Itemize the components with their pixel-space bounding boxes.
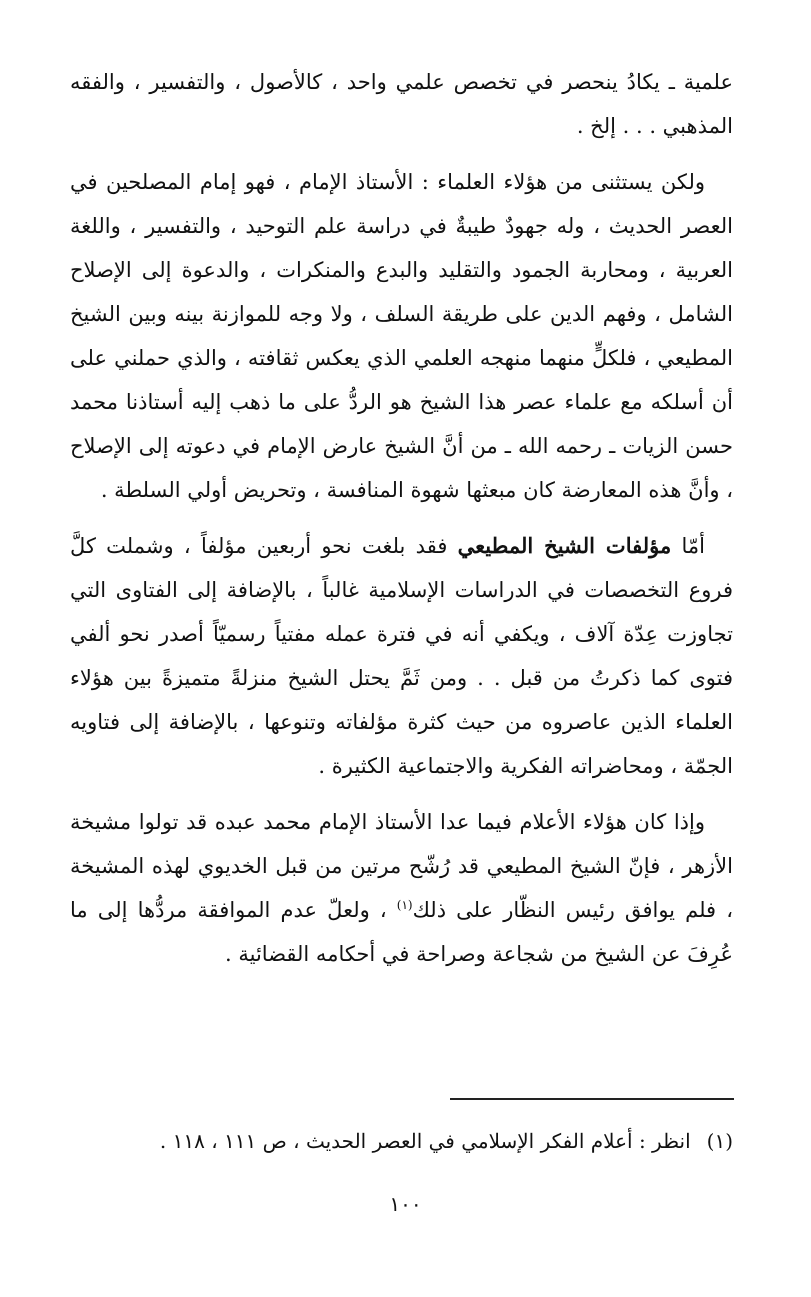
footnote-marker: (١) xyxy=(706,1129,733,1153)
footnote-text: انظر : أعلام الفكر الإسلامي في العصر الحديث ، ص ١١١ ، ١١٨ . xyxy=(159,1129,691,1153)
paragraph-3-bold-phrase: مؤلفات الشيخ المطيعي xyxy=(457,533,672,558)
paragraph-1: علمية ـ يكادُ ينحصر في تخصص علمي واحد ، كالأصول ، والتفسير ، والفقه المذهبي . . . إلخ . xyxy=(70,70,733,138)
paragraph-2: ولكن يستثنى من هؤلاء العلماء : الأستاذ الإمام ، فهو إمام المصلحين في العصر الحديث ، وله جهودٌ طيبةٌ في دراسة علم التوحيد ، والتفسير ، واللغة العربية ، ومحاربة الجمود والتقليد والبدع والمنكرات ، والدعوة إلى الإصلاح الشامل ، وفهم الدين على طريقة السلف ، ولا وجه للموازنة بينه وبين الشيخ المطيعي ، فلكلٍّ منهما منهجه العلمي الذي يعكس ثقافته ، والذي حملني على أن أسلكه مع علماء عصر هذا الشيخ هو الردُّ على ما ذهب إليه أستاذنا محمد حسن الزيات ـ رحمه الله ـ من أنَّ الشيخ عارض الإمام في دعوته إلى الإصلاح ، وأنَّ هذه المعارضة كان مبعثها شهوة المنافسة ، وتحريض أولي السلطة . xyxy=(70,170,733,502)
body-text xyxy=(70,60,733,988)
footnote-divider xyxy=(450,1098,734,1100)
paragraph-3-lead: أمّا xyxy=(681,534,705,558)
paragraph-4-after: ، ولعلّ عدم الموافقة مردُّها إلى ما عُرِفَ عن الشيخ من شجاعة وصراحة في أحكامه القضائية . xyxy=(70,898,733,966)
paragraph-4-before: وإذا كان هؤلاء الأعلام فيما عدا الأستاذ الإمام محمد عبده قد تولوا مشيخة الأزهر ، فإنّ الشيخ المطيعي قد رُشّح مرتين من قبل الخديوي لهذه المشيخة ، فلم يوافق رئيس النظّار على ذلك xyxy=(70,810,733,922)
page-number: ١٠٠ xyxy=(389,1192,422,1216)
paragraph-3 xyxy=(70,524,733,788)
paragraph-4 xyxy=(70,800,733,976)
paragraph-3-rest: فقد بلغت نحو أربعين مؤلفاً ، وشملت كلَّ فروع التخصصات في الدراسات الإسلامية غالباً ، بالإضافة إلى الفتاوى التي تجاوزت عِدّة آلاف ، ويكفي أنه في فترة عمله مفتياً رسميّاً أصدر نحو ألفي فتوى كما ذكرتُ من قبل . . ومن ثَمَّ يحتل الشيخ منزلةً متميزةً بين هؤلاء العلماء الذين عاصروه من حيث كثرة مؤلفاته وتنوعها ، بالإضافة إلى فتاويه الجمّة ، ومحاضراته الفكرية والاجتماعية الكثيرة . xyxy=(70,534,733,778)
footnote xyxy=(70,1125,733,1157)
footnote-reference: (١) xyxy=(396,898,413,912)
